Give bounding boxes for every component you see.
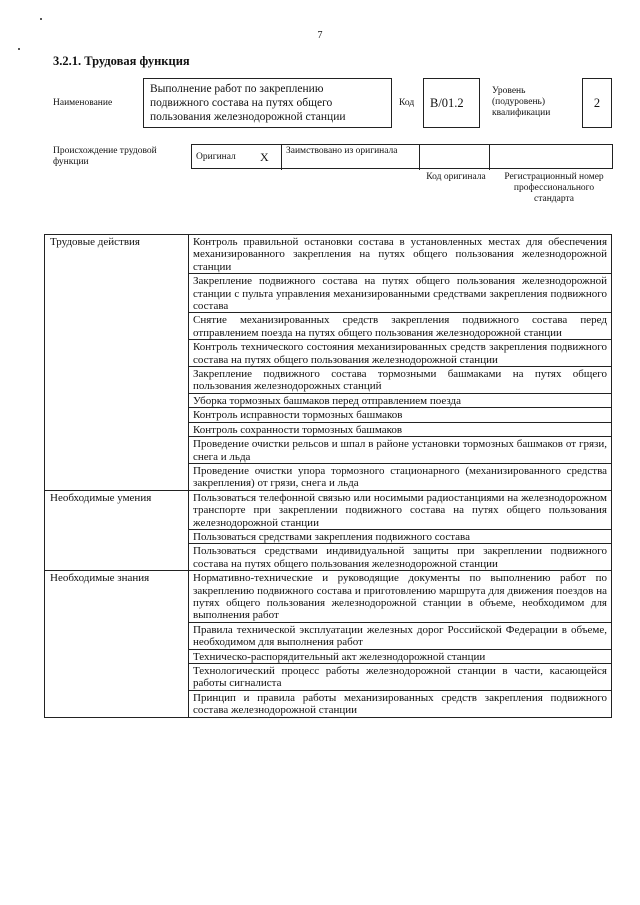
code-label: Код — [399, 98, 415, 108]
function-code-box: В/01.2 — [423, 78, 480, 128]
table-cell: Принцип и правила работы механизированных средств закрепления подвижного состава железнодорожной станции — [189, 690, 612, 717]
origin-reg-cell — [490, 145, 614, 170]
table-cell: Технологический процесс работы железнодорожной станции в части, касающейся работы сигналиста — [189, 664, 612, 691]
table-row — [45, 571, 612, 623]
table-cell: Контроль правильной остановки состава в установленных местах для обеспечения механизированного закрепления на путях общего пользования железнодорожной станции — [189, 235, 612, 274]
section-title-labor-actions: Трудовые действия — [45, 235, 189, 491]
table-cell: Пользоваться телефонной связью или носимыми радиостанциями на железнодорожном транспорте при закреплении подвижного состава на путях общего пользования железнодорожной станции — [189, 490, 612, 529]
table-cell: Контроль технического состояния механизированных средств закрепления подвижного состава на путях общего пользования железнодорожной станции — [189, 340, 612, 367]
table-cell: Уборка тормозных башмаков перед отправлением поезда — [189, 393, 612, 407]
name-label: Наименование — [53, 98, 113, 108]
qualification-level-box: 2 — [582, 78, 612, 128]
borrowed-label: Заимствовано из оригинала — [286, 146, 398, 156]
table-cell: Правила технической эксплуатации железных дорог Российской Федерации в объеме, необходимом для выполнения работ — [189, 622, 612, 649]
table-cell: Проведение очистки рельсов и шпал в районе установки тормозных башмаков от грязи, снега и льда — [189, 437, 612, 464]
table-cell: Контроль сохранности тормозных башмаков — [189, 422, 612, 436]
table-cell: Закрепление подвижного состава тормозными башмаками на путях общего пользования железнодорожных станций — [189, 367, 612, 394]
table-cell: Нормативно-технические и руководящие документы по выполнению работ по закреплению подвижного состава и приготовлению маршрута для движения поездов на путях общего пользования железнодорожной станции в объеме, необходимом для выполнения работ — [189, 571, 612, 623]
original-mark: X — [260, 150, 269, 164]
table-cell: Контроль исправности тормозных башмаков — [189, 408, 612, 422]
origin-code-cell — [420, 145, 490, 170]
table-cell: Техническо-распорядительный акт железнодорожной станции — [189, 649, 612, 663]
section-title-required-knowledge: Необходимые знания — [45, 571, 189, 717]
original-label: Оригинал — [196, 152, 236, 162]
function-details-table — [44, 234, 612, 718]
table-cell: Проведение очистки упора тормозного стационарного (механизированного средства закрепления) от грязи, снега и льда — [189, 463, 612, 490]
page-number: 7 — [317, 30, 323, 41]
qualification-level-label: Уровень (подуровень) квалификации — [492, 86, 551, 118]
table-cell: Пользоваться средствами закрепления подвижного состава — [189, 529, 612, 543]
section-title: 3.2.1. Трудовая функция — [53, 54, 190, 68]
origin-label: Происхождение трудовой функции — [53, 146, 157, 167]
function-name-box: Выполнение работ по закреплению подвижного состава на путях общего пользования железнодорожной станции — [143, 78, 392, 128]
table-cell: Закрепление подвижного состава на путях общего пользования железнодорожной станции с пульта управления механизированными средствами закрепления подвижного состава — [189, 274, 612, 313]
section-title-required-skills: Необходимые умения — [45, 490, 189, 570]
table-cell: Пользоваться средствами индивидуальной защиты при закреплении подвижного состава на путях общего пользования железнодорожной станции — [189, 544, 612, 571]
scan-dot — [40, 18, 42, 20]
scan-dot — [18, 48, 20, 50]
table-row — [45, 235, 612, 274]
registration-number-caption: Регистрационный номер профессионального стандарта — [504, 172, 604, 204]
code-original-caption: Код оригинала — [426, 172, 486, 182]
table-row — [45, 490, 612, 529]
table-cell: Снятие механизированных средств закрепления подвижного состава перед отправлением поезда на путях общего пользования железнодорожной станции — [189, 313, 612, 340]
